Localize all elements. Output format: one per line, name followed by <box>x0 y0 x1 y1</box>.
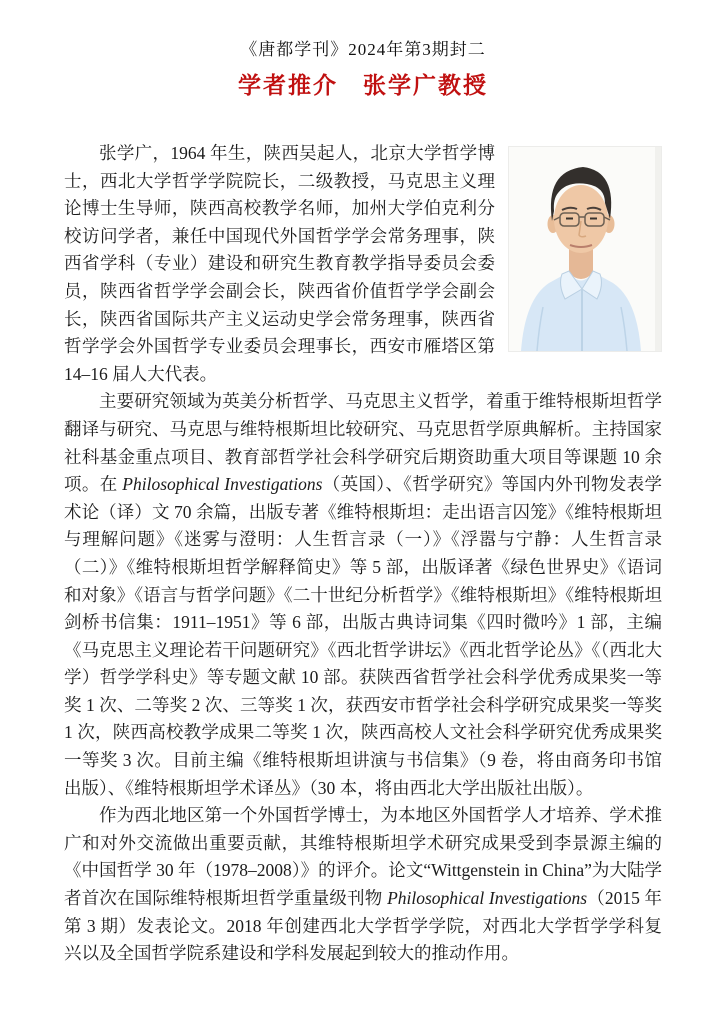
page-title: 学者推介 张学广教授 <box>238 73 488 98</box>
text-run: 主要研究领域为英美分析哲学、马克思主义哲学，着重于维特根斯坦哲学翻译与研究、马克思与维特根斯坦比较研究、马克思哲学原典解析。主持国家社科基金重点项目、教育部哲学社会科学研究后期资助重大项目等课题 10 余项。在 <box>64 391 662 495</box>
text-run: 张学广，1964 年生，陕西吴起人，北京大学哲学博士，西北大学哲学学院院长，二级教授，马克思主义理论博士生导师，陕西高校教学名师，加州大学伯克利分校访问学者，兼任中国现代外国哲学学会常务理事，陕西省学科（专业）建设和研究生教育教学指导委员会委员，陕西省哲学学会副会长，陕西省价值哲学学会副会长，陕西省国际共产主义运动史学会常务理事，陕西省哲学学会外国哲学专业委员会理事长，西安市雁塔区第 14–16 届人大代表。 <box>64 143 495 384</box>
professor-portrait-photo <box>508 146 662 352</box>
portrait-illustration <box>509 147 661 351</box>
text-run: （英国）、《哲学研究》等国内外刊物发表学术论（译）文 70 余篇，出版专著《维特根斯坦：走出语言囚笼》《维特根斯坦与理解问题》《迷雾与澄明：人生哲言录（一）》《浮嚣与宁静：人生哲言录（二）》《维特根斯坦哲学解释简史》等 5 部，出版译著《绿色世界史》《语词和对象》《语言与哲学问题》《二十世纪分析哲学》《维特根斯坦》《维特根斯坦剑桥书信集：1911–1951》等 6 部，出版古典诗词集《四时微吟》1 部，主编《马克思主义理论若干问题研究》《西北哲学讲坛》《西北哲学论丛》《（西北大学）哲学学科史》等专题文献 10 部。获陕西省哲学社会科学优秀成果奖一等奖 1 次、二等奖 2 次、三等奖 1 次，获西安市哲学社会科学研究成果奖一等奖 1 次，陕西高校教学成果二等奖 1 次，陕西高校人文社会科学研究优秀成果奖一等奖 3 次。目前主编《维特根斯坦讲演与书信集》（9 卷，将由商务印书馆出版）、《维特根斯坦学术译丛》（30 本，将由西北大学出版社出版）。 <box>64 474 663 798</box>
research-achievements-paragraph <box>64 388 662 802</box>
text-run: （2015 年第 3 期）发表论文。2018 年创建西北大学哲学学院，对西北大学哲学学科复兴以及全国哲学院系建设和学科发展起到较大的推动作用。 <box>64 888 663 964</box>
profile-body <box>64 140 662 968</box>
journal-issue-line: 《唐都学刊》2024年第3期封二 <box>240 40 486 59</box>
journal-name-italic: Philosophical Investigations <box>387 888 588 909</box>
journal-name-italic: Philosophical Investigations <box>122 474 323 495</box>
contributions-paragraph <box>64 802 662 968</box>
text-run: 作为西北地区第一个外国哲学博士，为本地区外国哲学人才培养、学术推广和对外交流做出重要贡献，其维特根斯坦学术研究成果受到李景源主编的《中国哲学 30 年（1978–2008）》的评介。论文“Wittgenstein in China”为大陆学者首次在国际维特根斯坦哲学重量级刊物 <box>64 805 662 909</box>
